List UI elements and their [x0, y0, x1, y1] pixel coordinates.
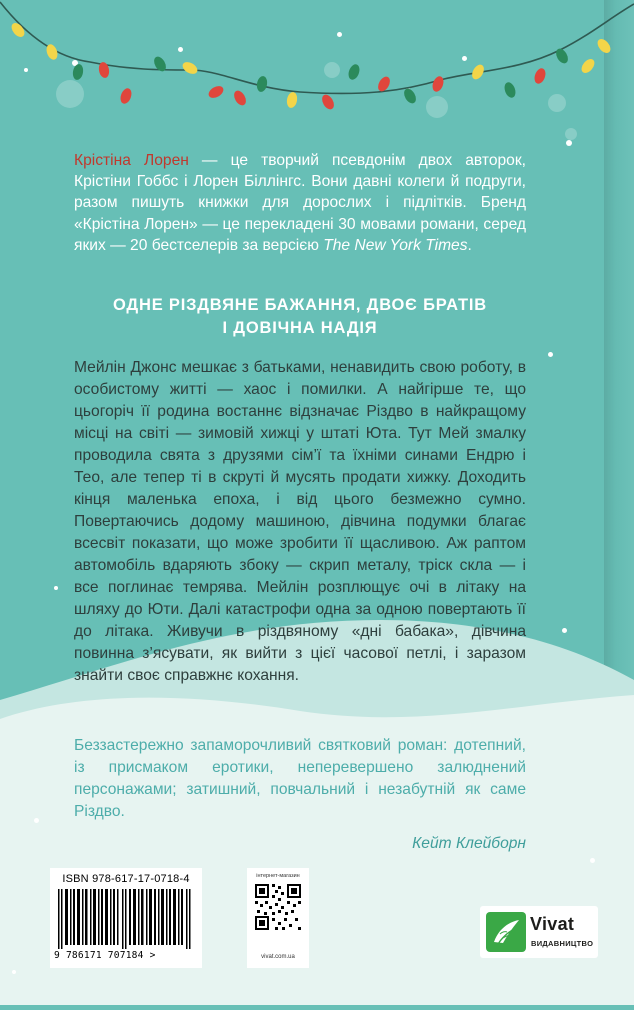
qr-code-icon [255, 884, 301, 930]
snowflake [562, 628, 567, 633]
snowflake [54, 586, 58, 590]
qr-label: інтернет-магазин [256, 873, 300, 879]
quote-author: Кейт Клейборн [412, 835, 526, 852]
barcode-digits: 9 786171 707184 > [54, 950, 156, 961]
review-quote: Беззастережно запаморочливий святковий роман: дотепний, із присмаком еротики, неперевершено залюднений персонажами; затишний, повчальний і незабутній як саме Різдво. [74, 737, 526, 820]
bio-text: — це творчий псевдонім двох авторок, Крістіни Гоббс і Лорен Біллінгс. Вони давні колеги й подруги, разом пишуть книжки для дорослих і підлітків. Бренд «Крістіна Лорен» — це перекладені 30 мовами романи, серед яких — 20 бестселерів за версією [74, 152, 526, 254]
isbn-number: ISBN 978-617-17-0718-4 [62, 873, 190, 885]
snow-blob [565, 128, 577, 140]
snowflake [548, 352, 553, 357]
snowflake [566, 140, 572, 146]
author-name: Крістіна Лорен [74, 152, 189, 169]
bio-text-end: . [467, 236, 472, 254]
author-bio [74, 150, 526, 256]
snowflake [590, 858, 595, 863]
snowflake [12, 970, 16, 974]
qr-url: vivat.com.ua [261, 954, 295, 960]
qr-code-box[interactable] [247, 868, 309, 968]
tagline-heading [60, 294, 540, 340]
snowflake [34, 818, 39, 823]
publisher-name: Vivat [530, 914, 575, 934]
book-synopsis: Мейлін Джонс мешкає з батьками, ненавидить свою роботу, в особистому житті — хаос і помилки. А найгірше те, що цьогоріч її родина востаннє відзначає Різдво в найкращому місці на світі — зимовій хижці у штаті Юта. Тут Мей змалку проводила свята з друзями сім’ї та їхніми синами Ендрю і Тео, але тепер ті в скруті й мусять продати хижку. Доходить кінця маленька епоха, і від цього безмежно сумно. Повертаючись додому машиною, дівчина подумки благає всесвіт показати, що може зробити її щасливою. Аж раптом автомобіль вдаряють збоку — скрип металу, тріск скла — і все поглинає темрява. Мейлін розплющує очі в літаку на шляху до Юти. Далі катастрофи одна за одною повертають її до літака. Живучи в різдвяному «дні бабака», дівчина повинна з’ясувати, як вийти з цієї часової петлі, і заразом знайти своє справжнє кохання. [74, 359, 526, 684]
barcode-icon [58, 889, 194, 949]
newspaper-title: The New York Times [323, 236, 468, 254]
publisher-subtitle: ВИДАВНИЦТВО [531, 939, 594, 948]
christmas-lights-garland [0, 0, 634, 120]
isbn-barcode-box [50, 868, 202, 968]
tagline-line1: ОДНЕ РІЗДВЯНЕ БАЖАННЯ, ДВОЄ БРАТІВ [113, 296, 487, 314]
tagline-line2: І ДОВІЧНА НАДІЯ [222, 319, 378, 337]
bulb-icon [9, 21, 613, 112]
publisher-logo [480, 906, 598, 958]
vivat-leaf-icon [486, 912, 526, 952]
